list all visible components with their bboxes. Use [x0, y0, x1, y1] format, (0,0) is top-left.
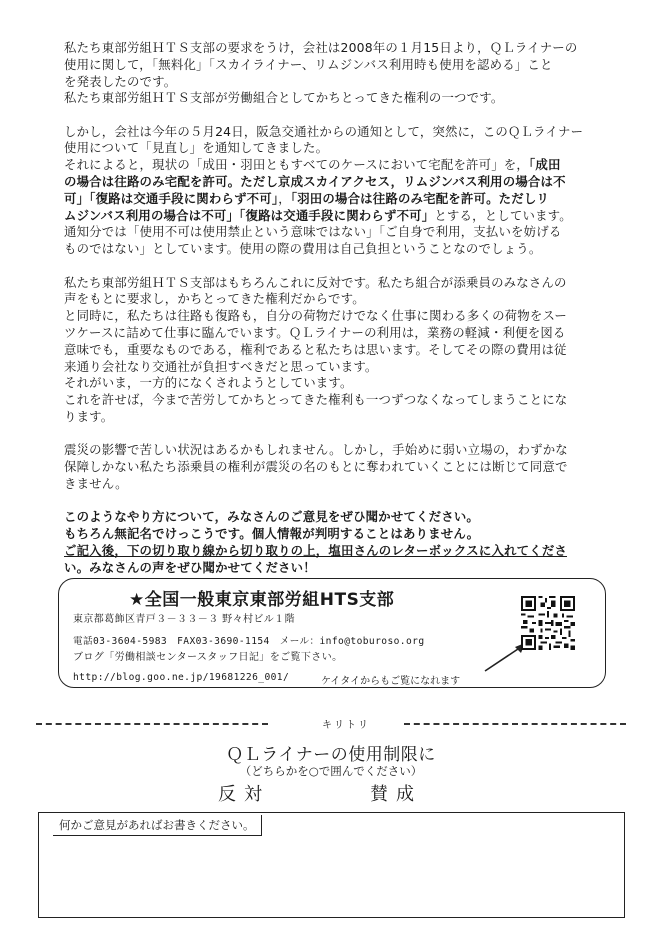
text-line: 保障しかない私たち添乗員の権利が震災の名のもとに奪われていくことには断じて同意で: [64, 459, 568, 475]
text-line: を発表したのです。: [64, 73, 177, 89]
cut-dash-right: [404, 723, 626, 725]
text-line: ムジンバス利用の場合は不可」「復路は交通手段に関わらず不可」とする，としています。: [64, 207, 572, 223]
paragraph-disaster: [64, 442, 612, 492]
text-line: それがいま，一方的になくされようとしています。: [64, 375, 353, 391]
survey-subtitle: （どちらかを○で囲んでください）: [239, 764, 423, 778]
text-line: 私たち東部労組ＨＴＳ支部が労働組合としてかちとってきた権利の一つです。: [64, 90, 504, 106]
text-line: 私たち東部労組ＨＴＳ支部の要求をうけ，会社は2008年の１月15日より，ＱＬライナーの: [64, 40, 578, 55]
paragraph-notice: [64, 124, 612, 258]
blog-url: http://blog.goo.ne.jp/19681226_001/: [73, 672, 290, 683]
paragraph-requirement: [64, 40, 612, 107]
text-line: ります。: [64, 408, 114, 424]
text-line: これを許せば，今まで苦労してかちとってきた権利も一つずつなくなってしまうことにな: [64, 392, 568, 408]
text-line: 意味でも，重要なものである，権利であると私たちは思います。そしてその際の費用は従: [64, 341, 567, 357]
text-line: 私たち東部労組ＨＴＳ支部はもちろんこれに反対です。私たち組合が添乗員のみなさんの: [64, 274, 567, 290]
org-name: ★全国一般東京東部労組HTS支部: [129, 590, 395, 610]
paragraph-request: [64, 509, 612, 576]
qr-code-icon: [521, 596, 575, 650]
option-oppose[interactable]: 反対: [218, 784, 270, 805]
text-line: 可」「復路は交通手段に関わらず不可」，「羽田の場合は往路のみ宅配を許可。ただしリ: [64, 190, 550, 206]
cut-dash-left: [36, 723, 268, 725]
text-line: しかし，会社は今年の５月24日，阪急交通社からの通知として，突然に，このＱＬライナー: [64, 123, 584, 139]
text-line: ツケースに詰めて仕事に臨んでいます。ＱＬライナーの利用は，業務の軽減・利便を図る: [64, 324, 566, 340]
text-line: もちろん無記名でけっこうです。個人情報が判明することはありません。: [64, 525, 480, 541]
address: 東京都葛飾区青戸３－３３－３ 野々村ビル１階: [73, 614, 295, 625]
body-text: [64, 40, 612, 576]
text-line: 来通り会社なり交通社が負担すべきだと思っています。: [64, 358, 378, 374]
comment-box[interactable]: [38, 812, 625, 918]
text-line: 声をもとに要求し，かちとってきた権利だからです。: [64, 291, 365, 307]
text-line: 使用に関して，「無料化」「スカイライナー、リムジンバス利用時も使用を認める」こと: [64, 56, 553, 72]
text-line: い。みなさんの声をぜひ聞かせてください！: [64, 559, 316, 575]
paragraph-opposition: [64, 275, 612, 426]
mobile-note: ケイタイからもご覧になれます: [321, 676, 461, 687]
cut-line: [36, 716, 626, 732]
text-line: ご記入後，下の切り取り線から切り取りの上，塩田さんのレターボックスに入れてくださ: [64, 542, 568, 558]
contact-line: 電話03-3604-5983 FAX03-3690-1154 メール：info@toburoso.org: [73, 636, 425, 647]
comment-label: 何かご意見があればお書きください。: [53, 815, 262, 836]
text-line: きません。: [64, 475, 128, 491]
text-line: 通知分では「使用不可は使用禁止という意味ではない」「ご自身で利用，支払いを妨げる: [64, 224, 562, 240]
text-line: と同時に，私たちは往路も復路も，自分の荷物だけでなく仕事に関わる多くの荷物をスー: [64, 308, 568, 324]
text-line: ものではない」としています。使用の際の費用は自己負担ということなのでしょう。: [64, 241, 542, 257]
option-agree[interactable]: 賛成: [370, 784, 422, 805]
text-line: このようなやり方について，みなさんのご意見をぜひ聞かせてください。: [64, 509, 479, 525]
cut-label: キリトリ: [316, 716, 376, 731]
union-info-box: [58, 578, 606, 688]
text-line: 使用について「見直し」を通知してきました。: [64, 140, 329, 156]
text-line: それによると，現状の「成田・羽田ともすべてのケースにおいて宅配を許可」を，「成田: [64, 157, 561, 173]
survey-title: ＱＬライナーの使用制限に: [226, 745, 436, 765]
text-line: 震災の影響で苦しい状況はあるかもしれません。しかし，手始めに弱い立場の，わずかな: [64, 442, 568, 458]
blog-line: ブログ「労働相談センタースタッフ日記」をご覧下さい。: [73, 652, 343, 663]
text-line: の場合は往路のみ宅配を許可。ただし京成スカイアクセス，リムジンバス利用の場合は不: [64, 174, 566, 190]
